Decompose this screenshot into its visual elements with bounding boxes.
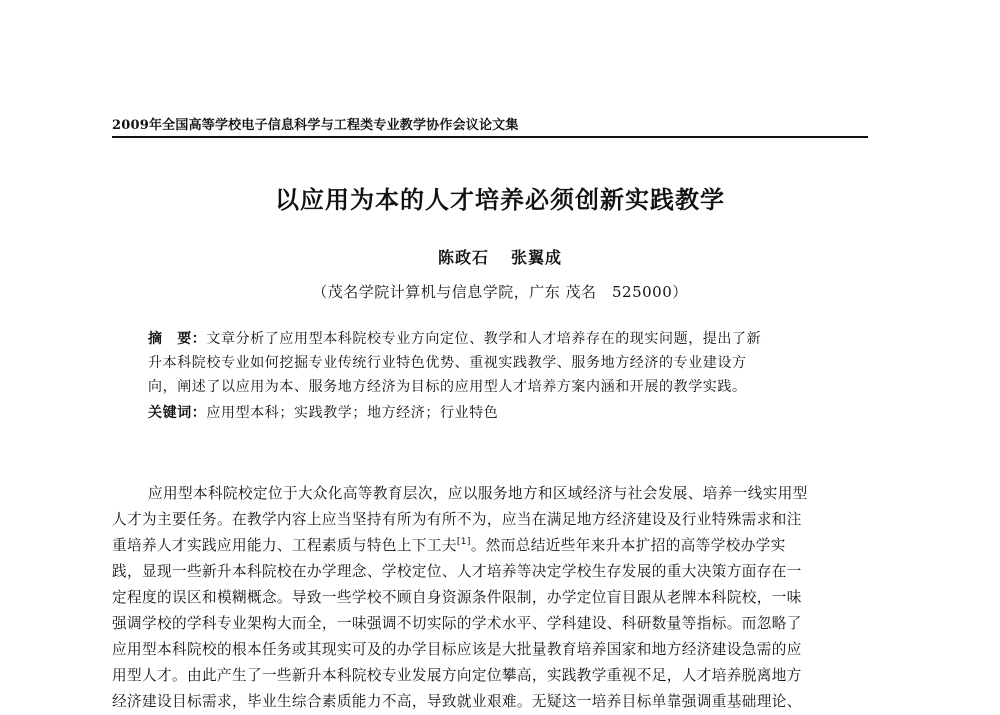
paper-title: 以应用为本的人才培养必须创新实践教学 (275, 186, 725, 214)
body-text (112, 481, 872, 715)
keywords-label: 关键词： (148, 405, 207, 421)
author-name: 张翼成 (511, 248, 563, 267)
abstract-text: 文章分析了应用型本科院校专业方向定位、教学和人才培养存在的现实问题，提出了新 (206, 331, 762, 347)
abstract-line: 升本科院校专业如何挖掘专业传统行业特色优势、重视实践教学、服务地方经济的专业建设方 (148, 355, 747, 371)
authors (0, 245, 1000, 268)
running-header: 2009年全国高等学校电子信息科学与工程类专业教学协作会议论文集 (112, 118, 519, 133)
body-line (112, 533, 872, 559)
abstract-line (148, 327, 854, 351)
body-line: 强调学校的学科专业架构大而全，一味强调不切实际的学术水平、学科建设、科研数量等指标。而忽略了 (112, 615, 802, 632)
body-line-part: 。然而总结近些年来升本扩招的高等学校办学实 (470, 537, 786, 554)
affiliation: （茂名学院计算机与信息学院，广东 茂名 525000） (312, 283, 688, 301)
body-line: 人才为主要任务。在教学内容上应当坚持有所为有所不为，应当在满足地方经济建设及行业特殊需求和注 (112, 511, 802, 528)
citation-ref: [1] (456, 537, 471, 548)
keywords-text: 应用型本科；实践教学；地方经济；行业特色 (206, 405, 499, 421)
body-line: 应用型本科院校定位于大众化高等教育层次，应以服务地方和区域经济与社会发展、培养一线实用型 (148, 485, 808, 502)
abstract (148, 327, 854, 425)
keywords-line (148, 401, 854, 425)
body-line: 用型人才。由此产生了一些新升本科院校专业发展方向定位攀高，实践教学重视不足，人才培养脱离地方 (112, 667, 802, 684)
header-rule (112, 136, 868, 138)
abstract-label: 摘 要： (148, 331, 207, 347)
body-line: 践，显现一些新升本科院校在办学理念、学校定位、人才培养等决定学校生存发展的重大决策方面存在一 (112, 563, 802, 580)
body-line: 定程度的误区和模糊概念。导致一些学校不顾自身资源条件限制，办学定位盲目跟从老牌本科院校，一味 (112, 589, 802, 606)
body-line: 应用型本科院校的根本任务或其现实可及的办学目标应该是大批量教育培养国家和地方经济建设急需的应 (112, 641, 802, 658)
body-line-part: 重培养人才实践应用能力、工程素质与特色上下工夫 (112, 537, 457, 554)
body-line: 经济建设目标需求，毕业生综合素质能力不高，导致就业艰难。无疑这一培养目标单靠强调重基础理论、 (112, 693, 802, 710)
abstract-line: 向，阐述了以应用为本、服务地方经济为目标的应用型人才培养方案内涵和开展的教学实践。 (148, 379, 747, 395)
author-name: 陈政石 (437, 248, 489, 267)
